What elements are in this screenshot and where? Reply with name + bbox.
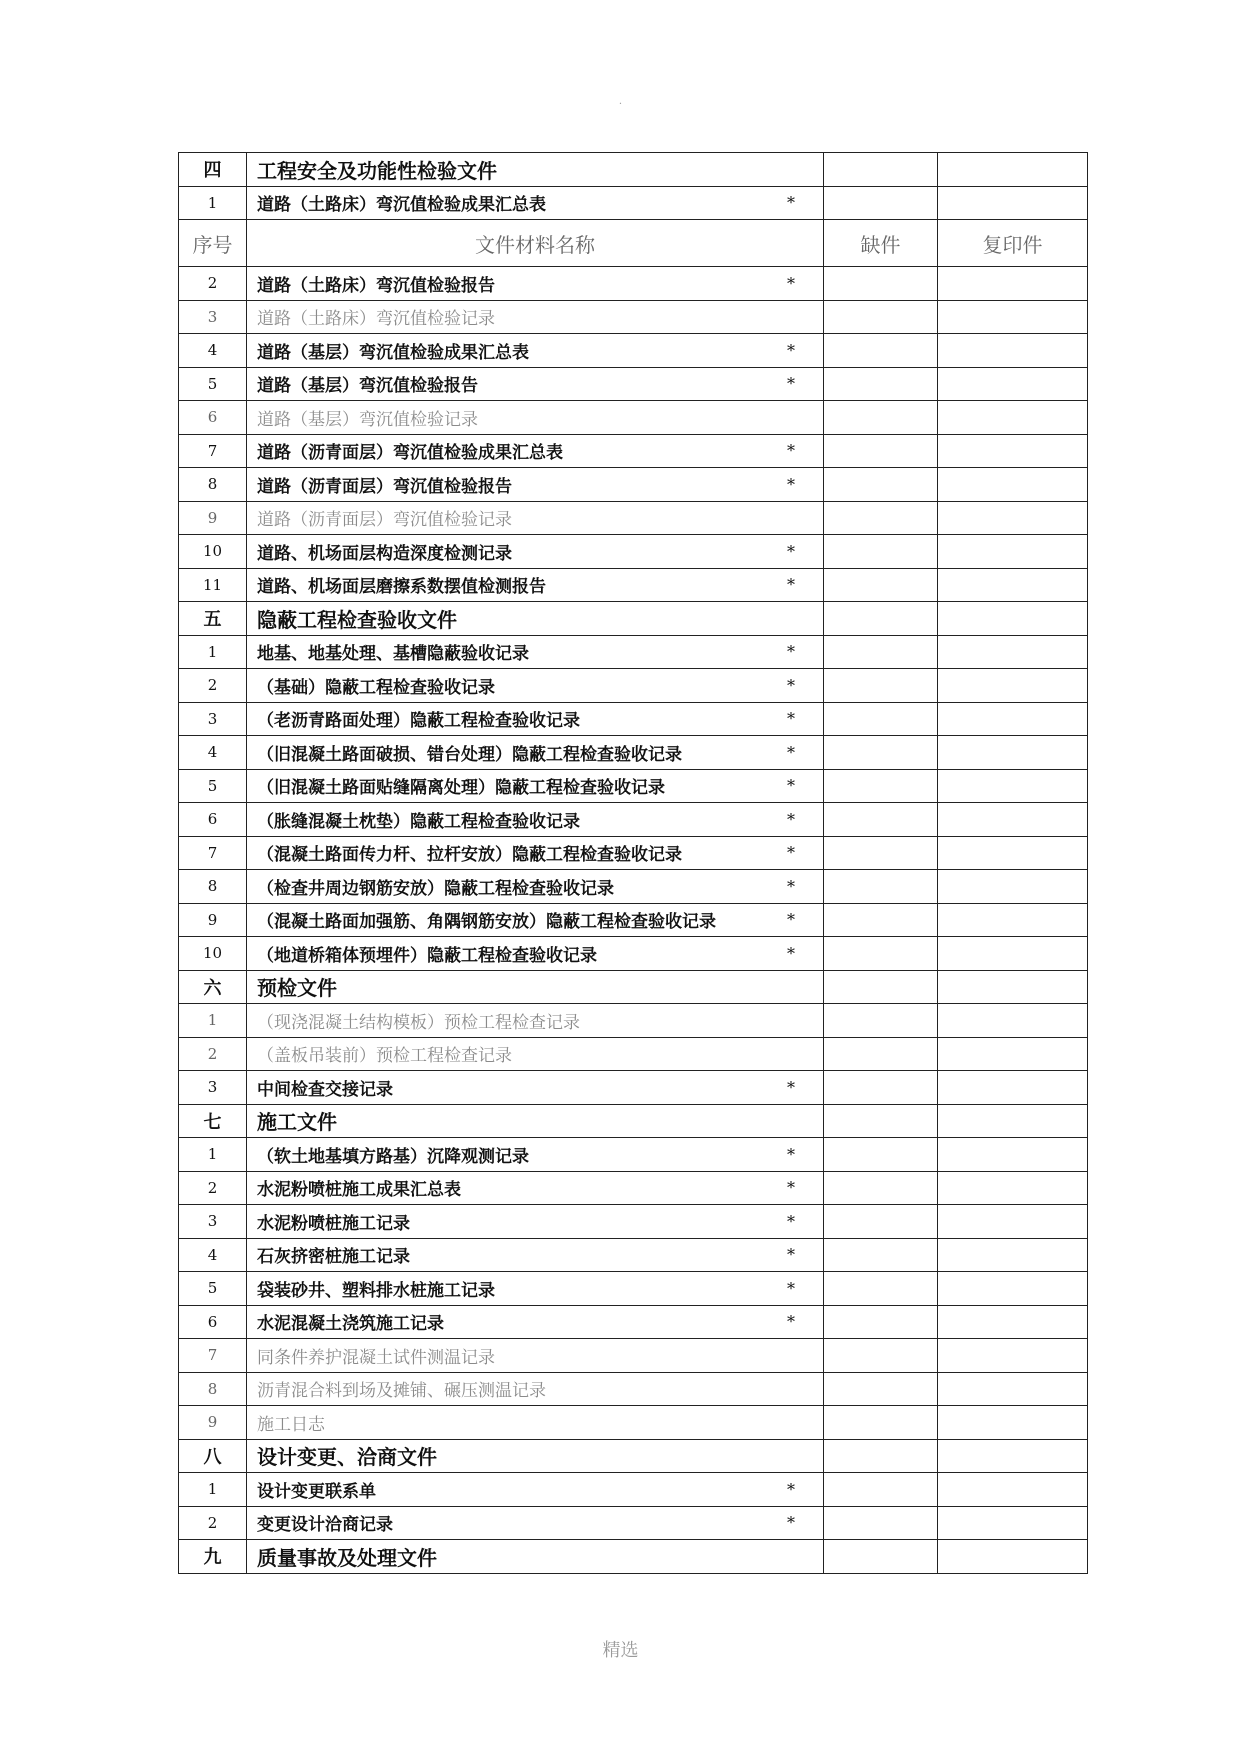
table-row <box>179 468 1088 502</box>
document-name: 道路（基层）弯沉值检验成果汇总表 <box>257 342 529 363</box>
document-name: 道路、机场面层磨擦系数摆值检测报告 <box>257 577 546 598</box>
copy-cell <box>938 1372 1088 1406</box>
row-number: 1 <box>179 635 247 669</box>
table-row <box>179 401 1088 435</box>
row-number: 5 <box>179 367 247 401</box>
table-row <box>179 903 1088 937</box>
copy-cell <box>938 602 1088 636</box>
document-name-cell <box>247 1071 824 1105</box>
row-number: 8 <box>179 870 247 904</box>
table-row <box>179 1372 1088 1406</box>
missing-cell <box>824 367 938 401</box>
document-name-cell <box>247 334 824 368</box>
document-name-cell <box>247 970 824 1004</box>
copy-cell <box>938 434 1088 468</box>
table-row <box>179 803 1088 837</box>
row-number: 3 <box>179 1205 247 1239</box>
missing-cell <box>824 267 938 301</box>
document-name: （旧混凝土路面破损、错台处理）隐蔽工程检查验收记录 <box>257 744 682 765</box>
copy-cell <box>938 1205 1088 1239</box>
document-name-cell <box>247 1506 824 1540</box>
row-number: 2 <box>179 1171 247 1205</box>
section-row <box>179 1104 1088 1138</box>
copy-cell <box>938 702 1088 736</box>
document-name: 道路、机场面层构造深度检测记录 <box>257 543 512 564</box>
copy-cell <box>938 1506 1088 1540</box>
row-number: 6 <box>179 401 247 435</box>
copy-cell <box>938 568 1088 602</box>
document-name-cell <box>247 1406 824 1440</box>
row-number: 1 <box>179 1004 247 1038</box>
required-mark: * <box>787 1211 795 1231</box>
document-name: 隐蔽工程检查验收文件 <box>257 607 457 632</box>
document-name-cell <box>247 736 824 770</box>
missing-cell <box>824 1138 938 1172</box>
page-footer: 精选 <box>602 1640 639 1661</box>
document-name-cell <box>247 367 824 401</box>
copy-cell <box>938 1540 1088 1574</box>
row-number: 9 <box>179 1406 247 1440</box>
document-name-cell <box>247 903 824 937</box>
table-row <box>179 870 1088 904</box>
copy-cell <box>938 836 1088 870</box>
document-name: 道路（基层）弯沉值检验记录 <box>257 409 478 430</box>
document-name-cell <box>247 1339 824 1373</box>
row-number: 6 <box>179 1305 247 1339</box>
row-number: 四 <box>179 153 247 187</box>
document-name-cell <box>247 937 824 971</box>
document-name-cell <box>247 434 824 468</box>
missing-cell <box>824 1540 938 1574</box>
document-name: 施工日志 <box>257 1414 325 1435</box>
top-mark: . <box>618 96 623 107</box>
row-number: 3 <box>179 702 247 736</box>
missing-cell <box>824 434 938 468</box>
copy-cell <box>938 1339 1088 1373</box>
document-name: 预检文件 <box>257 976 337 1001</box>
missing-cell <box>824 1037 938 1071</box>
required-mark: * <box>787 776 795 796</box>
document-name: 地基、地基处理、基槽隐蔽验收记录 <box>257 644 529 665</box>
section-row <box>179 1540 1088 1574</box>
header-copy: 复印件 <box>938 220 1088 267</box>
required-mark: * <box>787 809 795 829</box>
table-row <box>179 836 1088 870</box>
document-name-cell <box>247 1272 824 1306</box>
document-name-cell <box>247 1205 824 1239</box>
document-name-cell <box>247 1473 824 1507</box>
copy-cell <box>938 367 1088 401</box>
copy-cell <box>938 300 1088 334</box>
section-row <box>179 153 1088 187</box>
table-row <box>179 1473 1088 1507</box>
document-name: 道路（沥青面层）弯沉值检验成果汇总表 <box>257 443 563 464</box>
row-number: 2 <box>179 1037 247 1071</box>
required-mark: * <box>787 193 795 213</box>
row-number: 2 <box>179 669 247 703</box>
document-name: 袋装砂井、塑料排水桩施工记录 <box>257 1280 495 1301</box>
copy-cell <box>938 267 1088 301</box>
document-name-cell <box>247 635 824 669</box>
table-row <box>179 367 1088 401</box>
document-name: 施工文件 <box>257 1110 337 1135</box>
table-row <box>179 769 1088 803</box>
header-name: 文件材料名称 <box>247 220 824 267</box>
required-mark: * <box>787 541 795 561</box>
row-number: 4 <box>179 736 247 770</box>
copy-cell <box>938 401 1088 435</box>
row-number: 1 <box>179 1138 247 1172</box>
document-name-cell <box>247 702 824 736</box>
missing-cell <box>824 1004 938 1038</box>
document-name: 设计变更、洽商文件 <box>257 1445 437 1470</box>
table-row <box>179 1037 1088 1071</box>
table-row <box>179 1305 1088 1339</box>
table-row <box>179 501 1088 535</box>
table-header-row <box>179 220 1088 267</box>
missing-cell <box>824 1406 938 1440</box>
missing-cell <box>824 1238 938 1272</box>
document-name-cell <box>247 535 824 569</box>
missing-cell <box>824 1305 938 1339</box>
document-name-cell <box>247 468 824 502</box>
missing-cell <box>824 334 938 368</box>
missing-cell <box>824 1339 938 1373</box>
required-mark: * <box>787 642 795 662</box>
row-number: 七 <box>179 1104 247 1138</box>
table-row <box>179 568 1088 602</box>
row-number: 1 <box>179 1473 247 1507</box>
row-number: 3 <box>179 300 247 334</box>
document-name-cell <box>247 153 824 187</box>
missing-cell <box>824 501 938 535</box>
missing-cell <box>824 568 938 602</box>
document-name-cell <box>247 1439 824 1473</box>
missing-cell <box>824 1272 938 1306</box>
missing-cell <box>824 602 938 636</box>
copy-cell <box>938 468 1088 502</box>
document-name-cell <box>247 1138 824 1172</box>
header-number: 序号 <box>179 220 247 267</box>
document-name-cell <box>247 186 824 220</box>
copy-cell <box>938 970 1088 1004</box>
table-row <box>179 1339 1088 1373</box>
missing-cell <box>824 769 938 803</box>
row-number: 8 <box>179 468 247 502</box>
row-number: 八 <box>179 1439 247 1473</box>
required-mark: * <box>787 843 795 863</box>
document-name-cell <box>247 1540 824 1574</box>
missing-cell <box>824 736 938 770</box>
document-name: 石灰挤密桩施工记录 <box>257 1247 410 1268</box>
missing-cell <box>824 937 938 971</box>
required-mark: * <box>787 742 795 762</box>
copy-cell <box>938 1171 1088 1205</box>
row-number: 5 <box>179 769 247 803</box>
table-row <box>179 1205 1088 1239</box>
document-name: 水泥混凝土浇筑施工记录 <box>257 1314 444 1335</box>
copy-cell <box>938 1037 1088 1071</box>
required-mark: * <box>787 1278 795 1298</box>
required-mark: * <box>787 675 795 695</box>
document-name: 道路（土路床）弯沉值检验成果汇总表 <box>257 195 546 216</box>
table-row <box>179 1071 1088 1105</box>
document-name-cell <box>247 1171 824 1205</box>
table-row <box>179 937 1088 971</box>
document-name: （胀缝混凝土枕垫）隐蔽工程检查验收记录 <box>257 811 580 832</box>
document-name-cell <box>247 803 824 837</box>
copy-cell <box>938 186 1088 220</box>
table-row <box>179 1272 1088 1306</box>
document-name: 水泥粉喷桩施工记录 <box>257 1213 410 1234</box>
missing-cell <box>824 669 938 703</box>
copy-cell <box>938 635 1088 669</box>
row-number: 8 <box>179 1372 247 1406</box>
document-name-cell <box>247 401 824 435</box>
copy-cell <box>938 1104 1088 1138</box>
document-name: 设计变更联系单 <box>257 1481 376 1502</box>
missing-cell <box>824 153 938 187</box>
document-name-cell <box>247 1037 824 1071</box>
copy-cell <box>938 669 1088 703</box>
document-name: （混凝土路面加强筋、角隅钢筋安放）隐蔽工程检查验收记录 <box>257 912 716 933</box>
document-name: （混凝土路面传力杆、拉杆安放）隐蔽工程检查验收记录 <box>257 845 682 866</box>
copy-cell <box>938 1071 1088 1105</box>
missing-cell <box>824 1473 938 1507</box>
document-name: （检查井周边钢筋安放）隐蔽工程检查验收记录 <box>257 878 614 899</box>
required-mark: * <box>787 441 795 461</box>
missing-cell <box>824 401 938 435</box>
document-name: 水泥粉喷桩施工成果汇总表 <box>257 1180 461 1201</box>
table-row <box>179 1138 1088 1172</box>
table-row <box>179 1238 1088 1272</box>
copy-cell <box>938 501 1088 535</box>
document-name: （基础）隐蔽工程检查验收记录 <box>257 677 495 698</box>
table-row <box>179 535 1088 569</box>
document-name: 道路（土路床）弯沉值检验记录 <box>257 309 495 330</box>
copy-cell <box>938 870 1088 904</box>
row-number: 5 <box>179 1272 247 1306</box>
document-name: 质量事故及处理文件 <box>257 1545 437 1570</box>
row-number: 11 <box>179 568 247 602</box>
row-number: 3 <box>179 1071 247 1105</box>
row-number: 4 <box>179 1238 247 1272</box>
document-name: （旧混凝土路面贴缝隔离处理）隐蔽工程检查验收记录 <box>257 778 665 799</box>
row-number: 7 <box>179 1339 247 1373</box>
section-row <box>179 970 1088 1004</box>
required-mark: * <box>787 474 795 494</box>
required-mark: * <box>787 1513 795 1533</box>
copy-cell <box>938 903 1088 937</box>
table-row <box>179 267 1088 301</box>
document-name: 道路（基层）弯沉值检验报告 <box>257 376 478 397</box>
document-name: 道路（沥青面层）弯沉值检验记录 <box>257 510 512 531</box>
row-number: 六 <box>179 970 247 1004</box>
copy-cell <box>938 1004 1088 1038</box>
table-row <box>179 186 1088 220</box>
missing-cell <box>824 870 938 904</box>
document-name: 工程安全及功能性检验文件 <box>257 158 497 183</box>
table-row <box>179 1004 1088 1038</box>
document-name-cell <box>247 501 824 535</box>
table-row <box>179 702 1088 736</box>
missing-cell <box>824 635 938 669</box>
copy-cell <box>938 803 1088 837</box>
table-row <box>179 736 1088 770</box>
required-mark: * <box>787 943 795 963</box>
copy-cell <box>938 1406 1088 1440</box>
copy-cell <box>938 1305 1088 1339</box>
document-name: 沥青混合料到场及摊铺、碾压测温记录 <box>257 1381 546 1402</box>
missing-cell <box>824 1205 938 1239</box>
required-mark: * <box>787 910 795 930</box>
document-name-cell <box>247 836 824 870</box>
required-mark: * <box>787 709 795 729</box>
required-mark: * <box>787 374 795 394</box>
missing-cell <box>824 186 938 220</box>
document-name: 同条件养护混凝土试件测温记录 <box>257 1347 495 1368</box>
document-name: 中间检查交接记录 <box>257 1079 393 1100</box>
required-mark: * <box>787 1245 795 1265</box>
table-row <box>179 1506 1088 1540</box>
document-name-cell <box>247 1238 824 1272</box>
table-row <box>179 669 1088 703</box>
row-number: 1 <box>179 186 247 220</box>
section-row <box>179 1439 1088 1473</box>
missing-cell <box>824 803 938 837</box>
row-number: 2 <box>179 1506 247 1540</box>
required-mark: * <box>787 1178 795 1198</box>
document-name: 道路（土路床）弯沉值检验报告 <box>257 275 495 296</box>
copy-cell <box>938 1272 1088 1306</box>
copy-cell <box>938 1138 1088 1172</box>
required-mark: * <box>787 575 795 595</box>
document-name: （盖板吊装前）预检工程检查记录 <box>257 1046 512 1067</box>
copy-cell <box>938 535 1088 569</box>
table-row <box>179 300 1088 334</box>
document-name: 道路（沥青面层）弯沉值检验报告 <box>257 476 512 497</box>
required-mark: * <box>787 1144 795 1164</box>
document-name-cell <box>247 870 824 904</box>
document-name-cell <box>247 1004 824 1038</box>
required-mark: * <box>787 273 795 293</box>
row-number: 9 <box>179 903 247 937</box>
document-name-cell <box>247 300 824 334</box>
table-row <box>179 434 1088 468</box>
row-number: 10 <box>179 937 247 971</box>
copy-cell <box>938 1473 1088 1507</box>
row-number: 10 <box>179 535 247 569</box>
table-row <box>179 334 1088 368</box>
missing-cell <box>824 535 938 569</box>
copy-cell <box>938 334 1088 368</box>
missing-cell <box>824 1171 938 1205</box>
document-name: （地道桥箱体预埋件）隐蔽工程检查验收记录 <box>257 945 597 966</box>
required-mark: * <box>787 1312 795 1332</box>
copy-cell <box>938 153 1088 187</box>
document-name-cell <box>247 1104 824 1138</box>
table-row <box>179 1406 1088 1440</box>
row-number: 9 <box>179 501 247 535</box>
copy-cell <box>938 769 1088 803</box>
document-name-cell <box>247 669 824 703</box>
document-name: 变更设计洽商记录 <box>257 1515 393 1536</box>
missing-cell <box>824 903 938 937</box>
missing-cell <box>824 836 938 870</box>
missing-cell <box>824 1104 938 1138</box>
document-name: （老沥青路面处理）隐蔽工程检查验收记录 <box>257 711 580 732</box>
row-number: 7 <box>179 836 247 870</box>
section-row <box>179 602 1088 636</box>
document-name-cell <box>247 568 824 602</box>
document-name: （软土地基填方路基）沉降观测记录 <box>257 1146 529 1167</box>
row-number: 五 <box>179 602 247 636</box>
document-name-cell <box>247 769 824 803</box>
missing-cell <box>824 468 938 502</box>
row-number: 2 <box>179 267 247 301</box>
table-row <box>179 635 1088 669</box>
copy-cell <box>938 1439 1088 1473</box>
row-number: 7 <box>179 434 247 468</box>
missing-cell <box>824 300 938 334</box>
document-name-cell <box>247 267 824 301</box>
row-number: 4 <box>179 334 247 368</box>
missing-cell <box>824 702 938 736</box>
document-name-cell <box>247 1372 824 1406</box>
row-number: 九 <box>179 1540 247 1574</box>
missing-cell <box>824 970 938 1004</box>
copy-cell <box>938 937 1088 971</box>
header-missing: 缺件 <box>824 220 938 267</box>
copy-cell <box>938 736 1088 770</box>
row-number: 6 <box>179 803 247 837</box>
table-row <box>179 1171 1088 1205</box>
required-mark: * <box>787 340 795 360</box>
missing-cell <box>824 1372 938 1406</box>
document-name-cell <box>247 1305 824 1339</box>
required-mark: * <box>787 1077 795 1097</box>
missing-cell <box>824 1439 938 1473</box>
required-mark: * <box>787 876 795 896</box>
required-mark: * <box>787 1479 795 1499</box>
document-name-cell <box>247 602 824 636</box>
missing-cell <box>824 1071 938 1105</box>
file-checklist-table <box>178 152 1088 1574</box>
document-name: （现浇混凝土结构模板）预检工程检查记录 <box>257 1012 580 1033</box>
copy-cell <box>938 1238 1088 1272</box>
missing-cell <box>824 1506 938 1540</box>
